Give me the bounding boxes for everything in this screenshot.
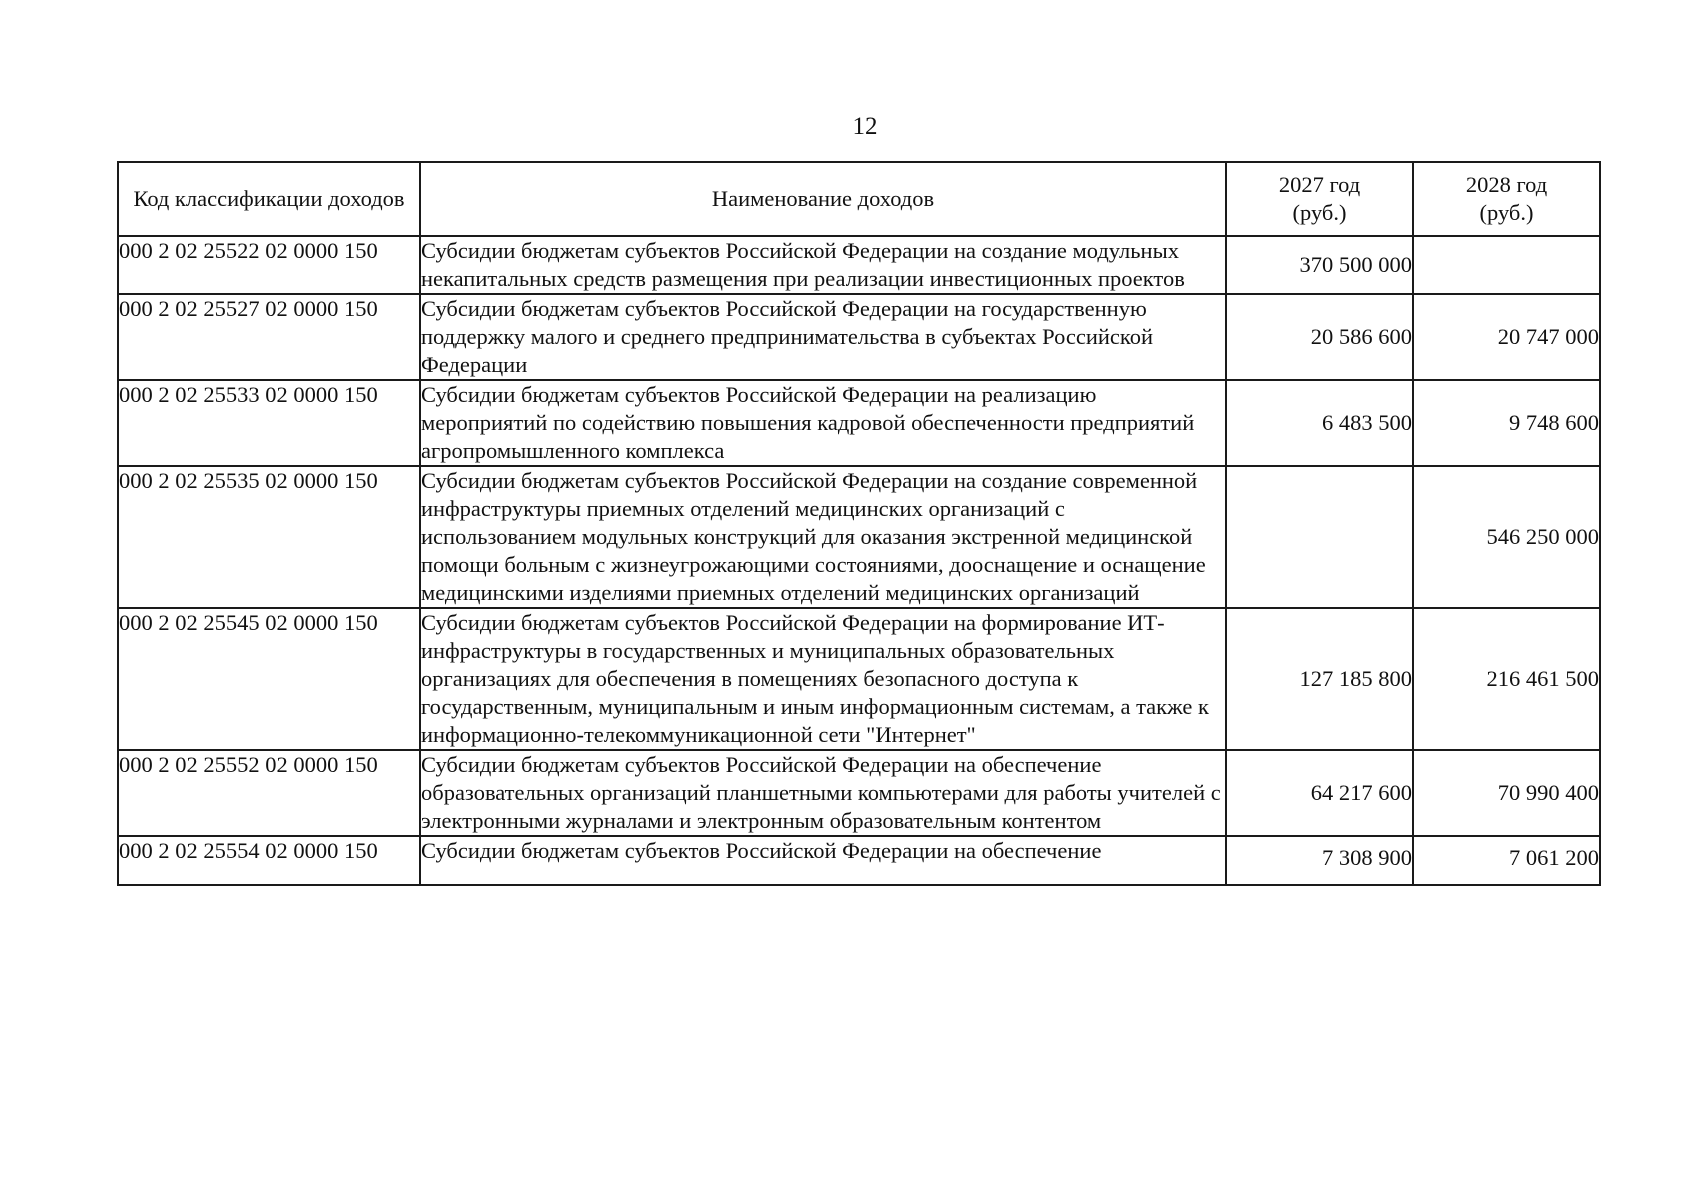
row-amount-2028 [1413, 236, 1600, 294]
row-name: Субсидии бюджетам субъектов Российской Федерации на создание модульных некапитальных средств размещения при реализации инвестиционных проектов [420, 236, 1226, 294]
row-amount-2028: 9 748 600 [1413, 380, 1600, 466]
row-code: 000 2 02 25554 02 0000 150 [118, 836, 420, 885]
table-row [118, 836, 1600, 885]
row-code: 000 2 02 25552 02 0000 150 [118, 750, 420, 836]
header-name [420, 162, 1226, 236]
header-code [118, 162, 420, 236]
row-amount-2028: 70 990 400 [1413, 750, 1600, 836]
revenue-table [117, 161, 1601, 886]
row-amount-2027: 64 217 600 [1226, 750, 1413, 836]
table-row [118, 236, 1600, 294]
table-row [118, 294, 1600, 380]
row-name: Субсидии бюджетам субъектов Российской Федерации на государственную поддержку малого и среднего предпринимательства в субъектах Российской Федерации [420, 294, 1226, 380]
row-amount-2027 [1226, 466, 1413, 608]
row-amount-2028: 546 250 000 [1413, 466, 1600, 608]
header-name-label: Наименование доходов [711, 186, 935, 211]
row-name: Субсидии бюджетам субъектов Российской Федерации на реализацию мероприятий по содействию повышения кадровой обеспеченности предприятий агропромышленного комплекса [420, 380, 1226, 466]
row-code: 000 2 02 25527 02 0000 150 [118, 294, 420, 380]
table-row [118, 608, 1600, 750]
row-code: 000 2 02 25545 02 0000 150 [118, 608, 420, 750]
header-code-label: Код классификации доходов [133, 186, 405, 211]
row-name: Субсидии бюджетам субъектов Российской Федерации на формирование ИТ-инфраструктуры в государственных и муниципальных образовательных организациях для обеспечения в помещениях безопасного доступа к государственным, муниципальным и иным информационным системам, а также к информационно-телекоммуникационной сети "Интернет" [420, 608, 1226, 750]
row-name: Субсидии бюджетам субъектов Российской Федерации на создание современной инфраструктуры приемных отделений медицинских организаций с использованием модульных конструкций для оказания экстренной медицинской помощи больным с жизнеугрожающими состояниями, дооснащение и оснащение медицинскими изделиями приемных отделений медицинских организаций [420, 466, 1226, 608]
header-year-2028-label: 2028 год (руб.) [1465, 172, 1548, 225]
row-amount-2027: 7 308 900 [1226, 836, 1413, 885]
table-row [118, 750, 1600, 836]
table-row [118, 466, 1600, 608]
row-amount-2027: 127 185 800 [1226, 608, 1413, 750]
row-amount-2028: 216 461 500 [1413, 608, 1600, 750]
table-header-row [118, 162, 1600, 236]
row-code: 000 2 02 25535 02 0000 150 [118, 466, 420, 608]
row-code: 000 2 02 25533 02 0000 150 [118, 380, 420, 466]
table-row [118, 380, 1600, 466]
header-year-2028 [1413, 162, 1600, 236]
row-amount-2028: 7 061 200 [1413, 836, 1600, 885]
row-name: Субсидии бюджетам субъектов Российской Федерации на обеспечение образовательных организаций планшетными компьютерами для работы учителей с электронными журналами и электронным образовательным контентом [420, 750, 1226, 836]
page-number: 12 [852, 113, 878, 140]
row-name: Субсидии бюджетам субъектов Российской Федерации на обеспечение [420, 836, 1226, 885]
row-amount-2027: 370 500 000 [1226, 236, 1413, 294]
header-year-2027-label: 2027 год (руб.) [1278, 172, 1361, 225]
row-amount-2027: 6 483 500 [1226, 380, 1413, 466]
row-amount-2027: 20 586 600 [1226, 294, 1413, 380]
row-amount-2028: 20 747 000 [1413, 294, 1600, 380]
header-year-2027 [1226, 162, 1413, 236]
row-code: 000 2 02 25522 02 0000 150 [118, 236, 420, 294]
